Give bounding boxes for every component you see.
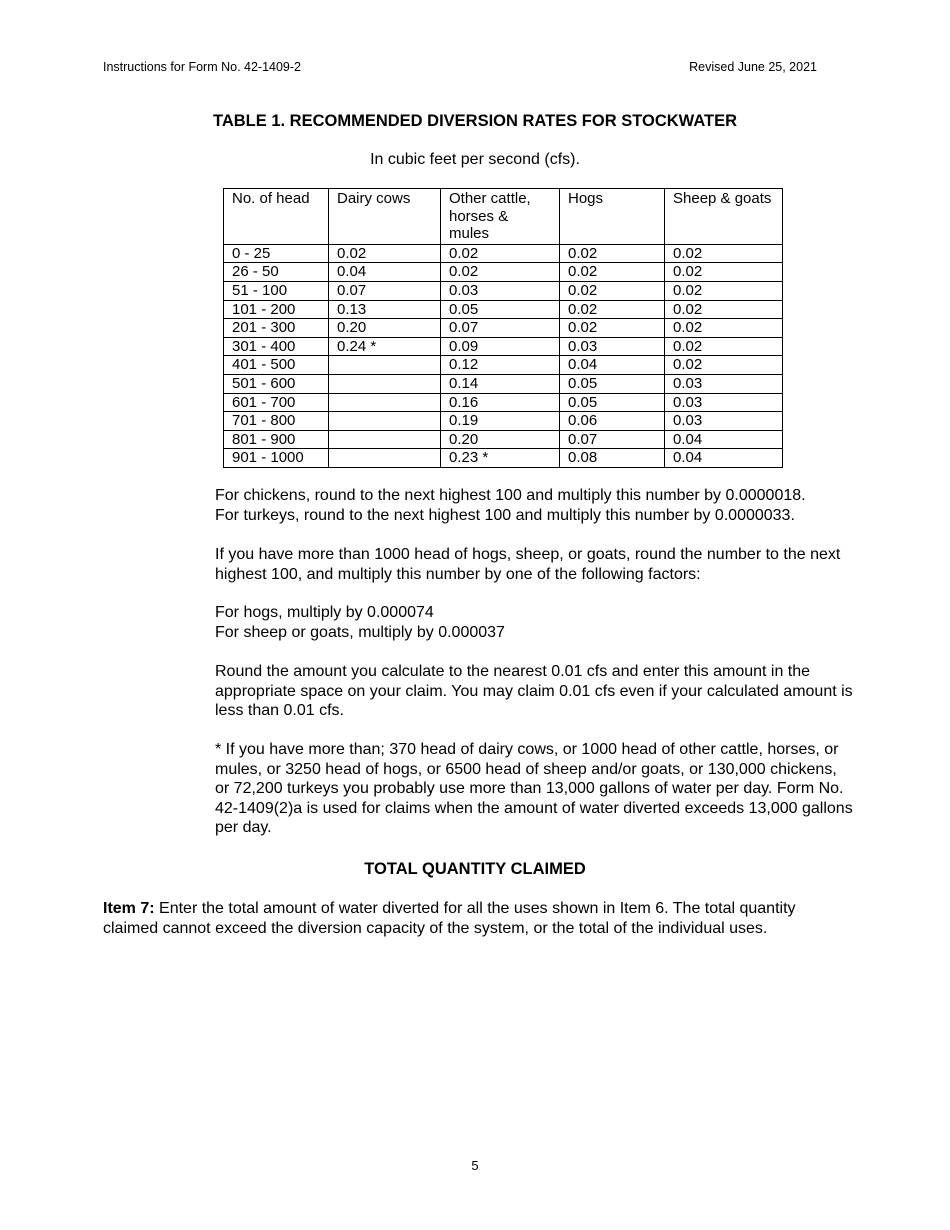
table-cell: 0.02: [560, 281, 665, 300]
table-row: [224, 337, 783, 356]
table-header-row: [224, 189, 783, 245]
table-cell: 26 - 50: [224, 263, 329, 282]
table-cell: 0.02: [441, 263, 560, 282]
table-cell: 0.09: [441, 337, 560, 356]
table-row: [224, 412, 783, 431]
table-cell: 0.03: [441, 281, 560, 300]
column-header: Sheep & goats: [665, 189, 783, 245]
table-cell: 201 - 300: [224, 319, 329, 338]
over-1000-note: If you have more than 1000 head of hogs, sheep, or goats, round the number to the next highest 100, and multiply this number by one of the following factors:: [215, 546, 841, 583]
table-cell: 0.04: [329, 263, 441, 282]
table-cell: 51 - 100: [224, 281, 329, 300]
table-row: [224, 374, 783, 393]
factors-note: [215, 603, 855, 642]
table-cell: 0.16: [441, 393, 560, 412]
table-row: [224, 393, 783, 412]
table-row: [224, 319, 783, 338]
section-title: TOTAL QUANTITY CLAIMED: [364, 860, 586, 878]
table-row: [224, 263, 783, 282]
table-cell: 0.02: [665, 337, 783, 356]
poultry-note: [215, 486, 855, 525]
table-cell: 0.07: [560, 430, 665, 449]
table-cell: 0.04: [560, 356, 665, 375]
table-cell: 301 - 400: [224, 337, 329, 356]
table-cell: 601 - 700: [224, 393, 329, 412]
table-cell: 0.07: [329, 281, 441, 300]
item7-text: Enter the total amount of water diverted for all the uses shown in Item 6. The total quantity claimed cannot exceed the diversion capacity of the system, or the total of the individual uses.: [103, 900, 796, 937]
table-cell: 101 - 200: [224, 300, 329, 319]
table-cell: [329, 412, 441, 431]
item7-label: Item 7:: [103, 900, 155, 917]
table-cell: 401 - 500: [224, 356, 329, 375]
table-cell: 0.03: [665, 393, 783, 412]
table-row: [224, 300, 783, 319]
table-cell: 0.03: [665, 374, 783, 393]
table-cell: [329, 393, 441, 412]
table-cell: 0.23 *: [441, 449, 560, 468]
table-cell: 801 - 900: [224, 430, 329, 449]
table-cell: 0.02: [665, 244, 783, 263]
table-row: [224, 430, 783, 449]
table-cell: [329, 356, 441, 375]
table-cell: 0.05: [560, 393, 665, 412]
table-cell: 0.02: [665, 319, 783, 338]
table-cell: 0.04: [665, 449, 783, 468]
table-title: TABLE 1. RECOMMENDED DIVERSION RATES FOR STOCKWATER: [212, 112, 738, 130]
table-row: [224, 449, 783, 468]
table-cell: 901 - 1000: [224, 449, 329, 468]
table-cell: 0.05: [441, 300, 560, 319]
column-header: Other cattle, horses & mules: [441, 189, 560, 245]
table-cell: [329, 374, 441, 393]
table-cell: 0.05: [560, 374, 665, 393]
table-cell: 0.02: [560, 300, 665, 319]
item7-paragraph: [103, 899, 843, 938]
table-cell: 0.02: [665, 263, 783, 282]
table-cell: 0.20: [329, 319, 441, 338]
table-cell: [329, 430, 441, 449]
column-header: No. of head: [224, 189, 329, 245]
header-revision-date: Revised June 25, 2021: [689, 60, 817, 74]
chickens-note: For chickens, round to the next highest 100 and multiply this number by 0.0000018.: [215, 487, 806, 504]
table-cell: 0.02: [329, 244, 441, 263]
table-cell: 0.07: [441, 319, 560, 338]
table-cell: 0.06: [560, 412, 665, 431]
table-cell: 701 - 800: [224, 412, 329, 431]
table-cell: 0 - 25: [224, 244, 329, 263]
column-header: Dairy cows: [329, 189, 441, 245]
table-cell: 0.19: [441, 412, 560, 431]
table-row: [224, 356, 783, 375]
hogs-factor: For hogs, multiply by 0.000074: [215, 604, 434, 621]
header-form-name: Instructions for Form No. 42-1409-2: [103, 60, 301, 74]
table-cell: 0.08: [560, 449, 665, 468]
table-cell: 0.24 *: [329, 337, 441, 356]
page-number: 5: [471, 1158, 479, 1173]
rounding-note: Round the amount you calculate to the nearest 0.01 cfs and enter this amount in the appropriate space on your claim. You may claim 0.01 cfs even if your calculated amount is less than 0.01 cfs.: [215, 663, 853, 720]
table-cell: 0.02: [560, 244, 665, 263]
table-cell: 0.20: [441, 430, 560, 449]
table-subtitle: In cubic feet per second (cfs).: [370, 151, 580, 168]
table-cell: 0.12: [441, 356, 560, 375]
table-cell: 0.02: [665, 300, 783, 319]
diversion-rates-table: [223, 188, 783, 468]
table-cell: 0.02: [560, 263, 665, 282]
table-cell: 0.02: [441, 244, 560, 263]
table-cell: 0.04: [665, 430, 783, 449]
table-cell: 501 - 600: [224, 374, 329, 393]
table-cell: 0.13: [329, 300, 441, 319]
table-cell: 0.02: [665, 281, 783, 300]
table-cell: 0.02: [560, 319, 665, 338]
table-row: [224, 281, 783, 300]
table-cell: 0.02: [665, 356, 783, 375]
sheep-factor: For sheep or goats, multiply by 0.000037: [215, 623, 505, 641]
table-cell: 0.03: [665, 412, 783, 431]
table-cell: 0.14: [441, 374, 560, 393]
column-header: Hogs: [560, 189, 665, 245]
table-cell: 0.03: [560, 337, 665, 356]
turkeys-note: For turkeys, round to the next highest 100 and multiply this number by 0.0000033.: [215, 506, 795, 524]
table-cell: [329, 449, 441, 468]
asterisk-note: * If you have more than; 370 head of dairy cows, or 1000 head of other cattle, horses, or mules, or 3250 head of hogs, or 6500 head of sheep and/or goats, or 130,000 chickens, or 72,200 turkeys you probably use more than 13,000 gallons of water per day. Form No. 42-1409(2)a is used for claims when the amount of water diverted exceeds 13,000 gallons per day.: [215, 741, 853, 837]
table-row: [224, 244, 783, 263]
